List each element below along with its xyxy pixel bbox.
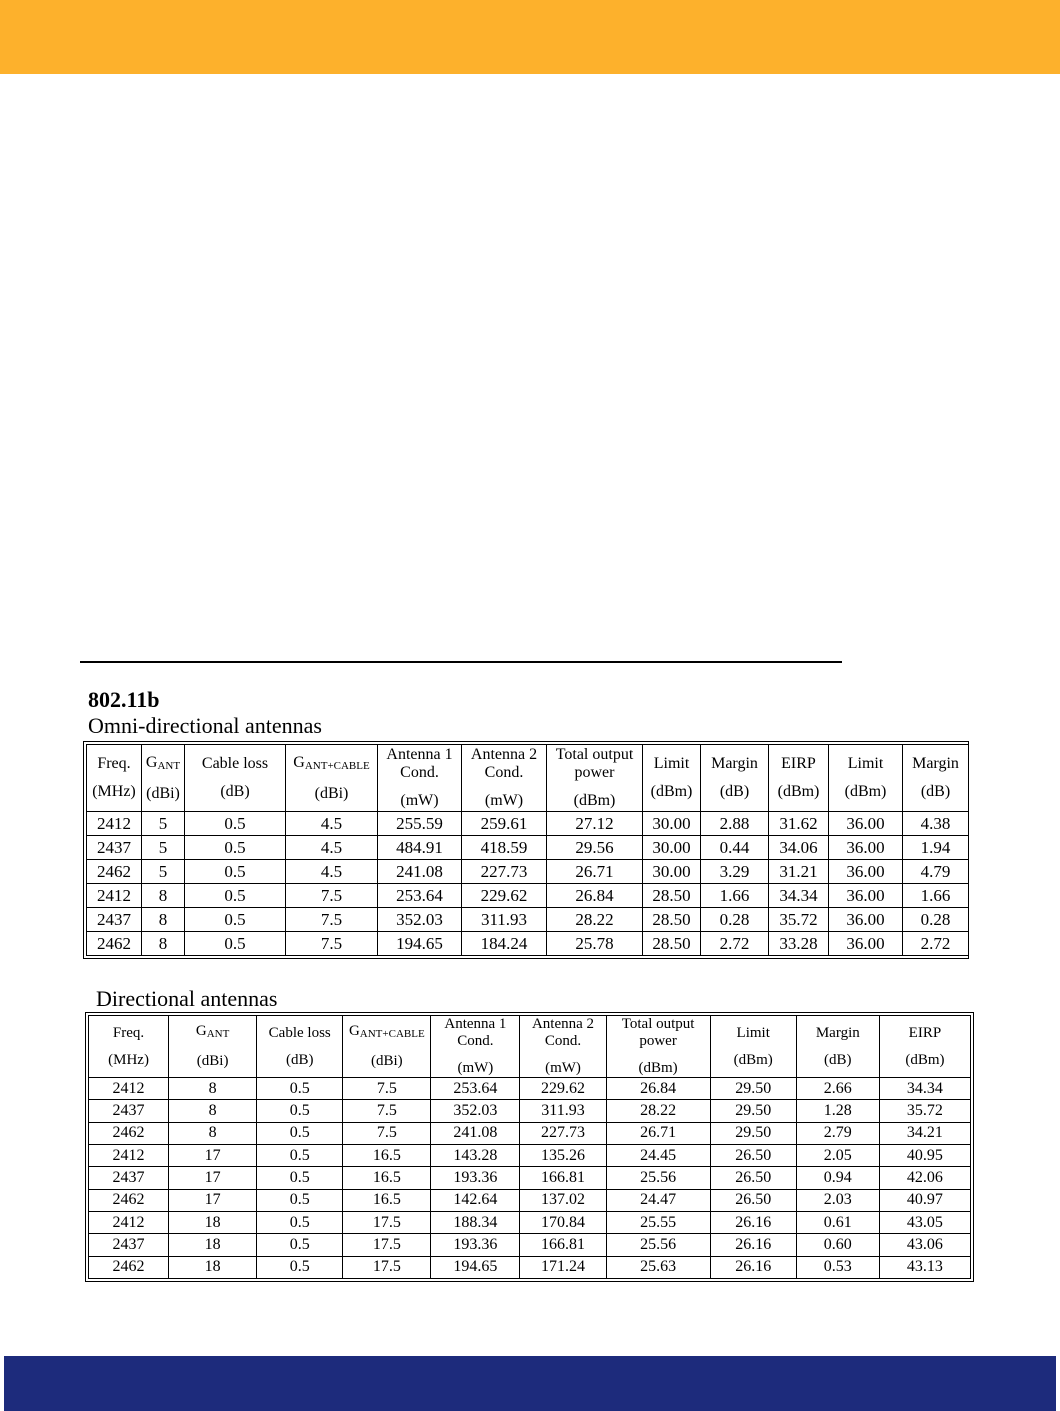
column-header (431, 1016, 520, 1078)
column-header-unit: (dBm) (650, 783, 693, 800)
table-cell: 166.81 (520, 1234, 606, 1256)
column-header-label: Limit (847, 755, 884, 772)
table-cell: 31.21 (769, 860, 829, 884)
column-header-unit: (dBi) (146, 784, 180, 802)
table-cell: 18 (169, 1211, 257, 1233)
directional-table (88, 1015, 971, 1279)
table-cell: 25.56 (606, 1234, 710, 1256)
table-cell: 28.22 (606, 1100, 710, 1122)
table-cell: 311.93 (462, 908, 547, 932)
table-cell: 484.91 (378, 836, 462, 860)
table-cell: 33.28 (769, 932, 829, 956)
column-header-symbol: G (293, 753, 305, 771)
column-header-label: Limit (736, 1024, 770, 1041)
table-cell: 0.44 (701, 836, 769, 860)
table-cell: 30.00 (643, 836, 701, 860)
table-cell: 17.5 (343, 1256, 431, 1278)
table-cell: 143.28 (431, 1144, 520, 1166)
column-header-label (142, 754, 184, 775)
table-cell: 28.22 (547, 908, 643, 932)
column-header (547, 745, 643, 812)
table-cell: 2.03 (796, 1189, 879, 1211)
table-cell: 2462 (89, 1122, 169, 1144)
column-header-symbol: G (348, 1023, 360, 1039)
table-cell: 2.05 (796, 1144, 879, 1166)
table-cell: 40.95 (879, 1144, 970, 1166)
column-header-label (286, 754, 377, 775)
table-cell: 17.5 (343, 1211, 431, 1233)
table-row (87, 860, 969, 884)
table-cell: 4.5 (286, 812, 378, 836)
table-cell: 259.61 (462, 812, 547, 836)
table-cell: 0.5 (257, 1189, 343, 1211)
table-cell: 193.36 (431, 1234, 520, 1256)
table-cell: 137.02 (520, 1189, 606, 1211)
table-cell: 2412 (89, 1211, 169, 1233)
column-header (87, 745, 142, 812)
table-cell: 2.72 (701, 932, 769, 956)
table-row (89, 1144, 971, 1166)
column-header (185, 745, 286, 812)
table-cell: 0.5 (257, 1234, 343, 1256)
table-row (87, 812, 969, 836)
column-header (879, 1016, 970, 1078)
table-cell: 227.73 (462, 860, 547, 884)
column-header-unit: (dBm) (844, 783, 887, 800)
table-row (87, 884, 969, 908)
table-cell: 170.84 (520, 1211, 606, 1233)
table-cell: 2437 (89, 1100, 169, 1122)
column-header-label (169, 1023, 256, 1043)
table-cell: 8 (142, 908, 185, 932)
column-header-label: Freq. (97, 755, 131, 772)
table-cell: 26.71 (606, 1122, 710, 1144)
table-cell: 184.24 (462, 932, 547, 956)
table-cell: 166.81 (520, 1167, 606, 1189)
column-header-unit: (dBm) (573, 792, 616, 809)
column-header-unit: (dB) (920, 783, 951, 800)
column-header-label: EIRP (781, 755, 816, 772)
column-header (643, 745, 701, 812)
table-cell: 26.84 (547, 884, 643, 908)
table-row (87, 932, 969, 956)
table-cell: 0.5 (257, 1078, 343, 1100)
table-cell: 30.00 (643, 860, 701, 884)
table-cell: 26.16 (710, 1256, 796, 1278)
table-cell: 2437 (89, 1234, 169, 1256)
table-cell: 2412 (87, 884, 142, 908)
table-cell: 1.66 (903, 884, 969, 908)
table-cell: 2.88 (701, 812, 769, 836)
table-cell: 25.55 (606, 1211, 710, 1233)
column-header-unit: (MHz) (92, 783, 136, 800)
table-cell: 241.08 (431, 1122, 520, 1144)
table-row (89, 1211, 971, 1233)
table-cell: 2462 (87, 932, 142, 956)
table-cell: 28.50 (643, 884, 701, 908)
table-cell: 34.06 (769, 836, 829, 860)
table-cell: 0.5 (257, 1167, 343, 1189)
section-heading: 802.11b (88, 687, 160, 712)
table-cell: 17 (169, 1167, 257, 1189)
column-header (769, 745, 829, 812)
column-header-unit: (mW) (400, 792, 439, 809)
table-cell: 253.64 (378, 884, 462, 908)
table-row (89, 1100, 971, 1122)
table-cell: 2437 (87, 836, 142, 860)
table-cell: 352.03 (378, 908, 462, 932)
table-cell: 0.5 (257, 1256, 343, 1278)
table-cell: 227.73 (520, 1122, 606, 1144)
column-header-label: Antenna 2 Cond. (531, 1016, 595, 1049)
column-header (286, 745, 378, 812)
column-header-label: Antenna 2 Cond. (470, 746, 538, 781)
table-row (89, 1122, 971, 1144)
column-header-unit: (dB) (824, 1051, 852, 1068)
table-cell: 241.08 (378, 860, 462, 884)
table-cell: 25.56 (606, 1167, 710, 1189)
table-cell: 8 (142, 932, 185, 956)
column-header (462, 745, 547, 812)
table-cell: 7.5 (343, 1122, 431, 1144)
table-cell: 0.60 (796, 1234, 879, 1256)
table-cell: 2437 (89, 1167, 169, 1189)
table-cell: 17 (169, 1189, 257, 1211)
table-cell: 34.34 (879, 1078, 970, 1100)
table-cell: 2412 (87, 812, 142, 836)
table-cell: 0.61 (796, 1211, 879, 1233)
column-header (606, 1016, 710, 1078)
table-cell: 0.5 (185, 836, 286, 860)
column-header-label: Margin (711, 755, 758, 772)
table-cell: 0.5 (185, 932, 286, 956)
table-cell: 40.97 (879, 1189, 970, 1211)
table-cell: 0.5 (185, 884, 286, 908)
table-cell: 171.24 (520, 1256, 606, 1278)
column-header-unit: (dBm) (733, 1051, 773, 1068)
table-cell: 2.79 (796, 1122, 879, 1144)
table-cell: 26.16 (710, 1234, 796, 1256)
header-band (0, 0, 1060, 74)
table-cell: 27.12 (547, 812, 643, 836)
column-header-label: Freq. (112, 1024, 145, 1041)
column-header-label: EIRP (908, 1024, 942, 1041)
table-cell: 0.5 (185, 908, 286, 932)
table-cell: 16.5 (343, 1189, 431, 1211)
column-header-unit: (dBi) (314, 784, 349, 802)
table-cell: 1.66 (701, 884, 769, 908)
table-cell: 24.45 (606, 1144, 710, 1166)
table-cell: 0.5 (257, 1211, 343, 1233)
table-cell: 29.56 (547, 836, 643, 860)
table-cell: 2412 (89, 1078, 169, 1100)
table-cell: 42.06 (879, 1167, 970, 1189)
table-cell: 2462 (87, 860, 142, 884)
table-cell: 7.5 (343, 1078, 431, 1100)
table-row (87, 908, 969, 932)
column-header-unit: (dBi) (196, 1053, 229, 1069)
table-cell: 25.78 (547, 932, 643, 956)
table-cell: 28.50 (643, 932, 701, 956)
table-cell: 5 (142, 860, 185, 884)
table-cell: 43.13 (879, 1256, 970, 1278)
table-cell: 7.5 (343, 1100, 431, 1122)
column-header (520, 1016, 606, 1078)
table-cell: 194.65 (378, 932, 462, 956)
table-row (89, 1234, 971, 1256)
table-cell: 16.5 (343, 1167, 431, 1189)
column-header-label: Antenna 1 Cond. (386, 746, 453, 781)
omni-table-title: Omni-directional antennas (88, 713, 322, 738)
table-cell: 29.50 (710, 1100, 796, 1122)
table-cell: 30.00 (643, 812, 701, 836)
column-header-label: Antenna 1 Cond. (444, 1016, 507, 1049)
table-cell: 0.28 (701, 908, 769, 932)
table-cell: 0.53 (796, 1256, 879, 1278)
table-cell: 26.50 (710, 1144, 796, 1166)
omni-table-frame (83, 741, 969, 959)
column-header-label: Total output power (621, 1016, 695, 1049)
table-cell: 2.66 (796, 1078, 879, 1100)
table-cell: 18 (169, 1234, 257, 1256)
table-cell: 253.64 (431, 1078, 520, 1100)
column-header-unit: (mW) (457, 1060, 494, 1076)
column-header-label: Limit (653, 755, 690, 772)
table-cell: 4.5 (286, 860, 378, 884)
table-cell: 135.26 (520, 1144, 606, 1166)
table-cell: 2.72 (903, 932, 969, 956)
table-cell: 4.38 (903, 812, 969, 836)
column-header-unit: (mW) (484, 792, 524, 809)
table-cell: 194.65 (431, 1256, 520, 1278)
table-cell: 0.5 (257, 1144, 343, 1166)
table-cell: 28.50 (643, 908, 701, 932)
column-header-unit: (MHz) (108, 1051, 149, 1068)
table-cell: 142.64 (431, 1189, 520, 1211)
column-header-label (343, 1023, 430, 1043)
table-cell: 17.5 (343, 1234, 431, 1256)
table-cell: 29.50 (710, 1078, 796, 1100)
table-cell: 26.84 (606, 1078, 710, 1100)
column-header-subscript: ANT+CABLE (359, 1028, 425, 1040)
column-header-unit: (dB) (285, 1051, 314, 1068)
table-cell: 352.03 (431, 1100, 520, 1122)
table-cell: 0.5 (257, 1122, 343, 1144)
table-cell: 29.50 (710, 1122, 796, 1144)
table-cell: 36.00 (829, 812, 903, 836)
column-header-unit: (dB) (719, 783, 750, 800)
column-header (343, 1016, 431, 1078)
table-cell: 36.00 (829, 836, 903, 860)
column-header-subscript: ANT+CABLE (304, 759, 370, 772)
table-cell: 1.94 (903, 836, 969, 860)
table-cell: 1.28 (796, 1100, 879, 1122)
table-cell: 26.50 (710, 1189, 796, 1211)
table-cell: 255.59 (378, 812, 462, 836)
column-header-unit: (dBm) (777, 783, 820, 800)
table-cell: 34.34 (769, 884, 829, 908)
column-header (903, 745, 969, 812)
table-cell: 5 (142, 836, 185, 860)
table-cell: 7.5 (286, 908, 378, 932)
column-header-unit: (dB) (220, 783, 250, 800)
table-cell: 2462 (89, 1189, 169, 1211)
column-header-subscript: ANT (157, 759, 181, 772)
table-cell: 2437 (87, 908, 142, 932)
table-cell: 0.28 (903, 908, 969, 932)
table-cell: 36.00 (829, 908, 903, 932)
table-cell: 26.71 (547, 860, 643, 884)
column-header-unit: (mW) (545, 1060, 581, 1076)
column-header-label: Cable loss (201, 755, 269, 772)
directional-table-frame (85, 1012, 974, 1282)
table-cell: 8 (169, 1100, 257, 1122)
table-cell: 8 (142, 884, 185, 908)
table-cell: 25.63 (606, 1256, 710, 1278)
table-cell: 3.29 (701, 860, 769, 884)
column-header (796, 1016, 879, 1078)
table-cell: 35.72 (879, 1100, 970, 1122)
table-cell: 43.05 (879, 1211, 970, 1233)
table-cell: 0.5 (185, 812, 286, 836)
table-row (89, 1189, 971, 1211)
omni-directional-table (86, 744, 969, 956)
column-header (142, 745, 185, 812)
table-cell: 31.62 (769, 812, 829, 836)
table-cell: 17 (169, 1144, 257, 1166)
table-cell: 43.06 (879, 1234, 970, 1256)
table-cell: 18 (169, 1256, 257, 1278)
column-header (257, 1016, 343, 1078)
column-header (89, 1016, 169, 1078)
column-header-label: Total output power (555, 746, 634, 781)
table-cell: 0.94 (796, 1167, 879, 1189)
column-header (169, 1016, 257, 1078)
table-cell: 36.00 (829, 884, 903, 908)
table-cell: 7.5 (286, 932, 378, 956)
table-cell: 16.5 (343, 1144, 431, 1166)
table-cell: 229.62 (520, 1078, 606, 1100)
table-cell: 193.36 (431, 1167, 520, 1189)
table-cell: 8 (169, 1122, 257, 1144)
column-header (829, 745, 903, 812)
column-header-unit: (dBm) (638, 1060, 678, 1076)
table-row (89, 1256, 971, 1278)
table-cell: 2462 (89, 1256, 169, 1278)
table-cell: 229.62 (462, 884, 547, 908)
table-row (89, 1167, 971, 1189)
table-cell: 4.5 (286, 836, 378, 860)
table-cell: 2412 (89, 1144, 169, 1166)
column-header (701, 745, 769, 812)
table-cell: 311.93 (520, 1100, 606, 1122)
directional-table-title: Directional antennas (96, 986, 278, 1011)
column-header-unit: (dBm) (905, 1051, 945, 1068)
section-divider (80, 661, 842, 663)
column-header-symbol: G (145, 753, 158, 771)
table-cell: 26.50 (710, 1167, 796, 1189)
column-header-symbol: G (195, 1023, 207, 1039)
table-row (87, 836, 969, 860)
column-header-subscript: ANT (206, 1028, 230, 1040)
table-cell: 0.5 (185, 860, 286, 884)
table-cell: 35.72 (769, 908, 829, 932)
column-header-label: Cable loss (268, 1024, 331, 1041)
table-cell: 8 (169, 1078, 257, 1100)
table-cell: 5 (142, 812, 185, 836)
table-row (89, 1078, 971, 1100)
table-cell: 7.5 (286, 884, 378, 908)
table-cell: 36.00 (829, 860, 903, 884)
table-cell: 188.34 (431, 1211, 520, 1233)
table-cell: 4.79 (903, 860, 969, 884)
table-cell: 418.59 (462, 836, 547, 860)
table-cell: 24.47 (606, 1189, 710, 1211)
table-cell: 0.5 (257, 1100, 343, 1122)
column-header-label: Margin (912, 755, 959, 772)
table-cell: 26.16 (710, 1211, 796, 1233)
footer-band (4, 1356, 1056, 1411)
table-cell: 36.00 (829, 932, 903, 956)
table-cell: 34.21 (879, 1122, 970, 1144)
column-header (710, 1016, 796, 1078)
column-header-label: Margin (815, 1024, 860, 1041)
column-header (378, 745, 462, 812)
column-header-unit: (dBi) (370, 1053, 403, 1069)
